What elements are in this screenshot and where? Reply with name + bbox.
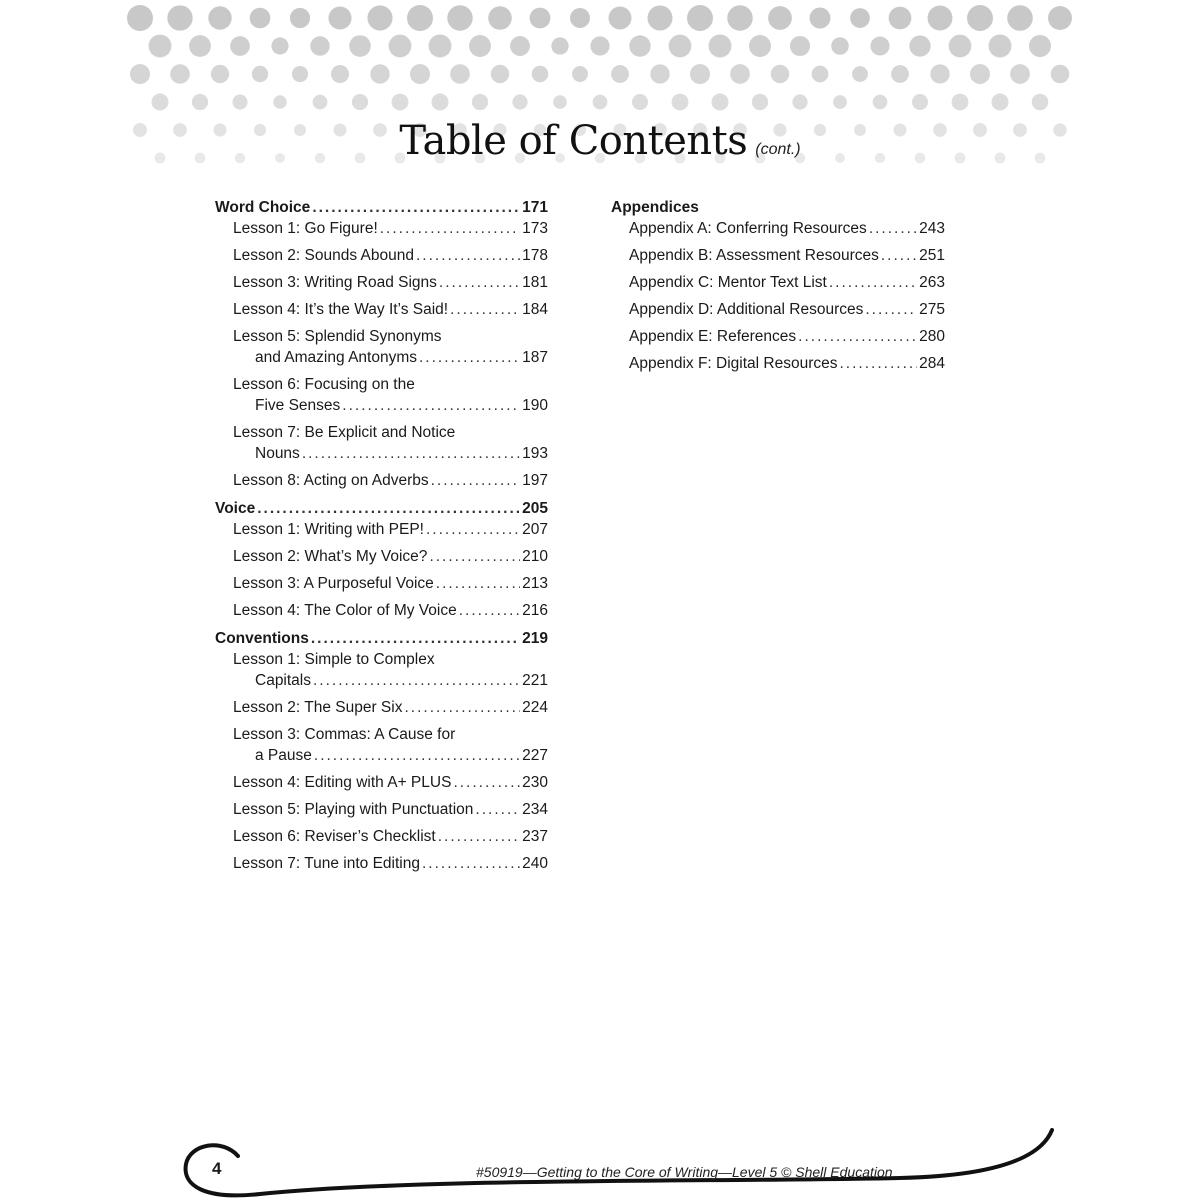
banner-dot	[510, 36, 530, 56]
entry-title: Lesson 2: The Super Six	[233, 699, 403, 716]
banner-dot	[389, 35, 412, 58]
entry-page: 275	[919, 301, 945, 318]
banner-dot	[889, 7, 912, 30]
toc-entry[interactable]	[233, 245, 548, 266]
leader-dots	[453, 772, 520, 793]
banner-dot	[792, 94, 807, 109]
banner-dot	[992, 94, 1009, 111]
banner-dot	[833, 95, 847, 109]
entry-title: Appendix C: Mentor Text List	[629, 274, 827, 291]
entry-page: 207	[522, 521, 548, 538]
banner-dot	[852, 66, 868, 82]
toc-entry[interactable]	[629, 245, 945, 266]
banner-dot	[310, 36, 329, 55]
entry-title: Appendix B: Assessment Resources	[629, 247, 879, 264]
entry-page: 224	[522, 699, 548, 716]
entry-page: 181	[522, 274, 548, 291]
banner-dot	[949, 35, 972, 58]
banner-dot	[250, 8, 271, 29]
banner-dot	[1032, 94, 1048, 110]
entry-page: 243	[919, 220, 945, 237]
toc-entry[interactable]	[233, 272, 548, 293]
leader-dots	[436, 573, 520, 594]
toc-entry[interactable]	[629, 299, 945, 320]
section-page: 219	[522, 630, 548, 647]
toc-entry[interactable]	[629, 353, 945, 374]
banner-dot	[669, 35, 692, 58]
entry-page: 280	[919, 328, 945, 345]
banner-dot	[1007, 5, 1033, 31]
section-title: Conventions	[215, 630, 309, 647]
entry-title: Appendix A: Conferring Resources	[629, 220, 867, 237]
banner-dot	[967, 5, 993, 31]
banner-dot	[407, 5, 433, 31]
entry-title: Lesson 4: Editing with A+ PLUS	[233, 774, 452, 791]
entry-title: Lesson 1: Go Figure!	[233, 220, 378, 237]
banner-dot	[232, 94, 247, 109]
banner-dot	[928, 6, 953, 31]
leader-dots	[416, 245, 520, 266]
entry-page: 210	[522, 548, 548, 565]
entry-title: Lesson 6: Reviser’s Checklist	[233, 828, 436, 845]
leader-dots	[439, 272, 520, 293]
banner-dot	[290, 8, 310, 28]
banner-dot	[687, 5, 713, 31]
toc-left-column	[215, 197, 548, 881]
banner-dot	[149, 35, 172, 58]
entry-page: 221	[522, 672, 548, 689]
section-title: Appendices	[611, 199, 699, 216]
banner-dot	[730, 64, 750, 84]
leader-dots	[419, 347, 520, 368]
leader-dots	[314, 745, 520, 766]
entry-page: 178	[522, 247, 548, 264]
banner-dot	[909, 35, 930, 56]
toc-entry[interactable]	[233, 218, 548, 239]
banner-dot	[672, 94, 689, 111]
entry-title: Lesson 7: Tune into Editing	[233, 855, 420, 872]
toc-section	[215, 498, 548, 621]
banner-dot	[170, 64, 190, 84]
entry-page: 234	[522, 801, 548, 818]
leader-dots	[840, 353, 918, 374]
banner-dot	[590, 36, 609, 55]
entry-page: 251	[919, 247, 945, 264]
banner-dot	[450, 64, 470, 84]
banner-dot	[429, 35, 452, 58]
toc-entry[interactable]	[629, 326, 945, 347]
leader-dots	[475, 799, 520, 820]
banner-dot	[469, 35, 491, 57]
entry-title: Lesson 8: Acting on Adverbs	[233, 472, 429, 489]
entry-title: and Amazing Antonyms	[255, 349, 417, 366]
banner-dot	[273, 95, 287, 109]
leader-dots	[438, 826, 520, 847]
section-heading[interactable]	[215, 628, 548, 649]
toc-entry[interactable]	[233, 649, 548, 691]
leader-dots	[380, 218, 520, 239]
toc-entry[interactable]	[233, 422, 548, 464]
toc-section	[215, 628, 548, 874]
entry-page: 216	[522, 602, 548, 619]
banner-dot	[410, 64, 430, 84]
leader-dots	[865, 299, 917, 320]
page-title	[0, 118, 1200, 164]
banner-dot	[292, 66, 308, 82]
banner-dot	[491, 65, 509, 83]
section-heading[interactable]	[215, 197, 548, 218]
banner-dot	[130, 64, 150, 84]
leader-dots	[342, 395, 520, 416]
banner-dot	[749, 35, 771, 57]
entry-title: Lesson 5: Playing with Punctuation	[233, 801, 474, 818]
page-number: 4	[212, 1159, 222, 1178]
banner-dot	[252, 66, 268, 82]
toc-entry[interactable]	[233, 697, 548, 718]
toc-entry[interactable]	[233, 519, 548, 540]
banner-dot	[809, 7, 830, 28]
banner-dot	[629, 35, 650, 56]
toc-entry[interactable]	[629, 272, 945, 293]
toc-section	[611, 197, 945, 374]
leader-dots	[431, 470, 521, 491]
banner-dot	[709, 35, 732, 58]
banner-dot	[850, 8, 870, 28]
leader-dots	[257, 498, 520, 519]
banner-dot	[873, 95, 888, 110]
banner-dot	[611, 65, 629, 83]
leader-dots	[312, 197, 520, 218]
banner-dot	[1029, 35, 1051, 57]
banner-dot	[432, 94, 449, 111]
banner-dot	[1051, 65, 1070, 84]
toc-entry[interactable]	[233, 772, 548, 793]
banner-dot	[593, 95, 608, 110]
banner-dot	[768, 6, 792, 30]
leader-dots	[404, 697, 520, 718]
toc-entry[interactable]	[233, 546, 548, 567]
entry-page: 197	[522, 472, 548, 489]
banner-dot	[392, 94, 409, 111]
toc-entry[interactable]	[233, 374, 548, 416]
banner-dot	[472, 94, 488, 110]
banner-dot	[891, 65, 909, 83]
entry-page: 190	[522, 397, 548, 414]
banner-dot	[572, 66, 588, 82]
entry-page: 213	[522, 575, 548, 592]
entry-page: 184	[522, 301, 548, 318]
banner-dot	[752, 94, 768, 110]
banner-dot	[331, 65, 349, 83]
entry-page: 263	[919, 274, 945, 291]
leader-dots	[311, 628, 520, 649]
banner-dot	[727, 5, 753, 31]
banner-dot	[211, 65, 229, 83]
leader-dots	[422, 853, 520, 874]
banner-dot	[271, 37, 288, 54]
entry-title: Lesson 5: Splendid Synonyms	[233, 328, 442, 345]
entry-title: Lesson 2: What’s My Voice?	[233, 548, 428, 565]
section-title: Voice	[215, 500, 256, 517]
entry-title: Lesson 6: Focusing on the	[233, 376, 415, 393]
banner-dot	[952, 94, 969, 111]
toc-entry[interactable]	[233, 470, 548, 491]
toc-entry[interactable]	[233, 573, 548, 594]
entry-title: Lesson 2: Sounds Abound	[233, 247, 414, 264]
leader-dots	[313, 670, 520, 691]
banner-dot	[152, 94, 169, 111]
banner-dot	[1010, 64, 1030, 84]
leader-dots	[450, 299, 520, 320]
banner-dot	[690, 64, 710, 84]
section-page: 171	[522, 199, 548, 216]
entry-page: 173	[522, 220, 548, 237]
section-title: Word Choice	[215, 199, 311, 216]
banner-dot	[930, 64, 949, 83]
banner-dot	[551, 37, 568, 54]
banner-dot	[831, 37, 849, 55]
entry-title: Lesson 4: The Color of My Voice	[233, 602, 457, 619]
entry-title: Lesson 3: Commas: A Cause for	[233, 726, 456, 743]
entry-title: Nouns	[255, 445, 300, 462]
banner-dot	[912, 94, 928, 110]
entry-page: 284	[919, 355, 945, 372]
toc-entry[interactable]	[233, 826, 548, 847]
entry-title: Lesson 1: Simple to Complex	[233, 651, 435, 668]
banner-dot	[989, 35, 1012, 58]
toc-entry[interactable]	[233, 600, 548, 621]
leader-dots	[881, 245, 917, 266]
entry-title: Lesson 1: Writing with PEP!	[233, 521, 424, 538]
entry-page: 240	[522, 855, 548, 872]
banner-dot	[632, 94, 648, 110]
banner-dot	[447, 5, 472, 30]
banner-dot	[313, 95, 328, 110]
leader-dots	[829, 272, 917, 293]
entry-title: Lesson 4: It’s the Way It’s Said!	[233, 301, 449, 318]
leader-dots	[459, 600, 520, 621]
footer-swoosh	[0, 1120, 1200, 1200]
banner-dot	[488, 6, 512, 30]
leader-dots	[302, 443, 520, 464]
banner-dot	[352, 94, 368, 110]
entry-title: Appendix E: References	[629, 328, 797, 345]
banner-dot	[208, 6, 231, 29]
entry-page: 227	[522, 747, 548, 764]
banner-dot	[367, 5, 392, 30]
entry-title: Appendix F: Digital Resources	[629, 355, 838, 372]
title-main: Table of Contents	[399, 118, 748, 164]
leader-dots	[869, 218, 917, 239]
banner-dot	[167, 5, 192, 30]
banner-dot	[349, 35, 371, 57]
entry-title: Lesson 3: A Purposeful Voice	[233, 575, 434, 592]
banner-dot	[512, 94, 527, 109]
banner-dot	[790, 36, 810, 56]
footer-text: #50919—Getting to the Core of Writing—Level 5 © Shell Education	[476, 1164, 893, 1180]
banner-dot	[553, 95, 567, 109]
entry-title: a Pause	[255, 747, 312, 764]
section-page: 205	[522, 500, 548, 517]
banner-dot	[647, 5, 672, 30]
banner-dot	[771, 65, 790, 84]
entry-title: Lesson 3: Writing Road Signs	[233, 274, 437, 291]
banner-dot	[328, 6, 351, 29]
banner-dot	[1048, 6, 1072, 30]
toc-right-column	[611, 197, 945, 381]
entry-page: 187	[522, 349, 548, 366]
banner-dot	[189, 35, 211, 57]
toc-entry[interactable]	[233, 299, 548, 320]
toc-entry[interactable]	[233, 724, 548, 766]
banner-dot	[230, 36, 250, 56]
entry-title: Lesson 7: Be Explicit and Notice	[233, 424, 456, 441]
toc-entry[interactable]	[233, 326, 548, 368]
banner-dot	[812, 66, 829, 83]
leader-dots	[798, 326, 917, 347]
title-sub: (cont.)	[755, 141, 801, 158]
entry-page: 230	[522, 774, 548, 791]
entry-page: 237	[522, 828, 548, 845]
toc-entry[interactable]	[233, 799, 548, 820]
entry-title: Appendix D: Additional Resources	[629, 301, 864, 318]
banner-dot	[712, 94, 729, 111]
banner-dot	[370, 64, 389, 83]
banner-dot	[127, 5, 153, 31]
entry-page: 193	[522, 445, 548, 462]
leader-dots	[429, 546, 520, 567]
banner-dot	[192, 94, 208, 110]
banner-dot	[530, 8, 551, 29]
section-heading[interactable]	[215, 498, 548, 519]
banner-dot	[970, 64, 990, 84]
banner-dot	[870, 36, 889, 55]
banner-dot	[532, 66, 549, 83]
banner-dot	[609, 7, 632, 30]
entry-title: Five Senses	[255, 397, 341, 414]
leader-dots	[426, 519, 520, 540]
toc-entry[interactable]	[233, 853, 548, 874]
banner-dot	[570, 8, 590, 28]
toc-entry[interactable]	[629, 218, 945, 239]
banner-dot	[650, 64, 669, 83]
toc-section	[215, 197, 548, 491]
entry-title: Capitals	[255, 672, 311, 689]
